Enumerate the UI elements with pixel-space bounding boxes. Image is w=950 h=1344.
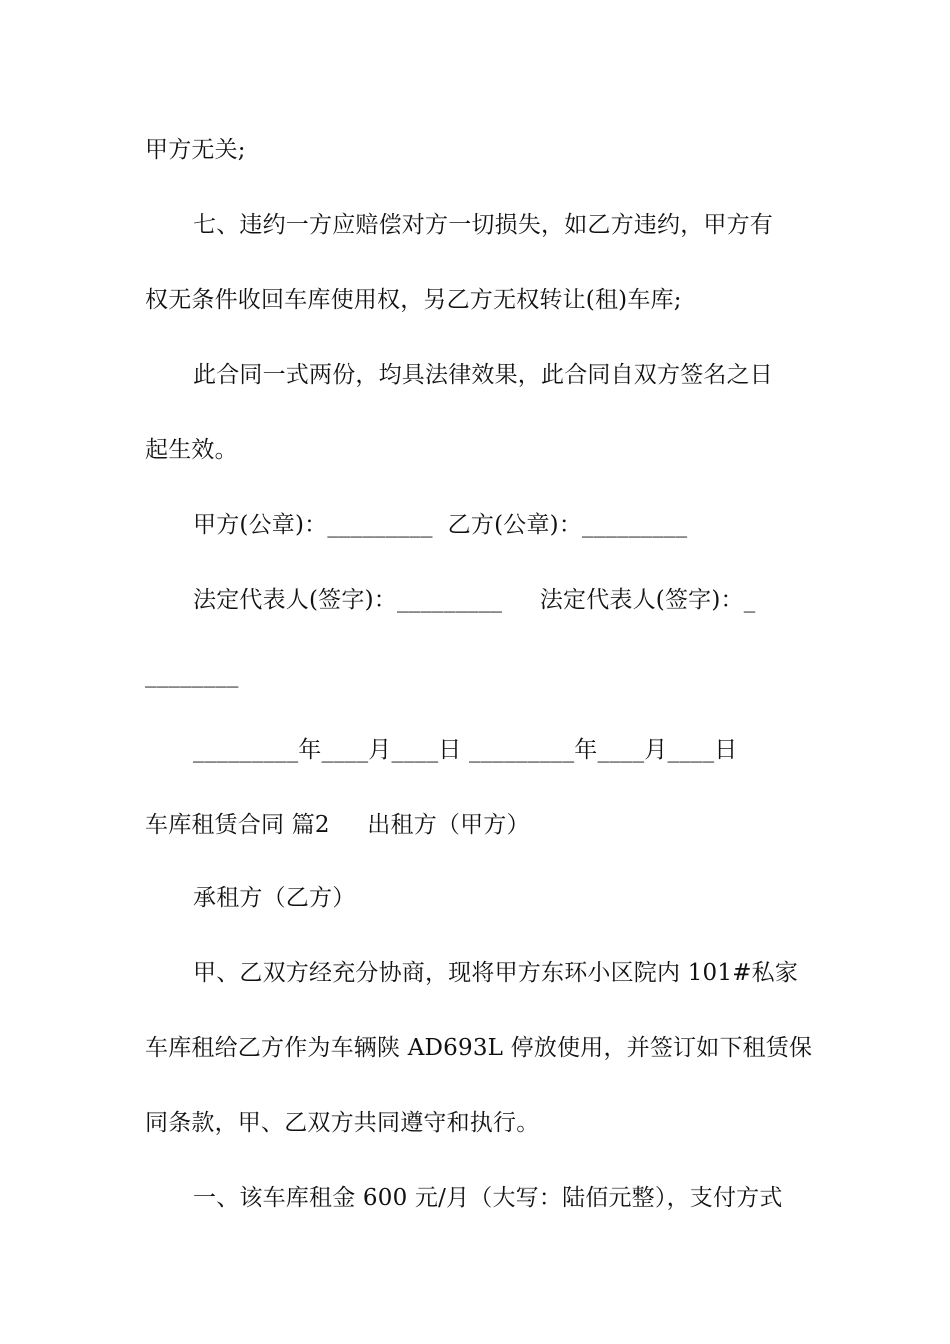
signature-blank-continuation: ________ [145,662,239,688]
seal-signature-line: 甲方(公章)：_________ 乙方(公章)：_________ [193,512,688,538]
clause-7-line-1: 七、违约一方应赔偿对方一切损失，如乙方违约，甲方有 [193,212,773,238]
preamble-line-2: 车库租给乙方作为车辆陕 AD693L 停放使用，并签订如下租赁保 [145,1035,813,1061]
preamble-line-1: 甲、乙双方经充分协商，现将甲方东环小区院内 101#私家 [193,960,799,986]
representative-signature-line: 法定代表人(签字)：_________ 法定代表人(签字)：_ [193,587,756,613]
copies-clause-line-1: 此合同一式两份，均具法律效果，此合同自双方签名之日 [193,362,773,388]
preamble-line-3: 同条款，甲、乙双方共同遵守和执行。 [145,1110,540,1136]
date-line: _________年____月____日 _________年____月____日 [193,737,738,763]
copies-clause-line-2: 起生效。 [145,437,238,463]
lessee-line: 承租方（乙方） [193,885,356,911]
clause-7-line-2: 权无条件收回车库使用权，另乙方无权转让(租)车库; [145,287,682,313]
clause-1-line-1: 一、该车库租金 600 元/月（大写：陆佰元整），支付方式 [193,1185,783,1211]
contract-heading-line: 车库租赁合同 篇2 出租方（甲方） [145,812,530,838]
text-line: 甲方无关; [145,137,246,163]
